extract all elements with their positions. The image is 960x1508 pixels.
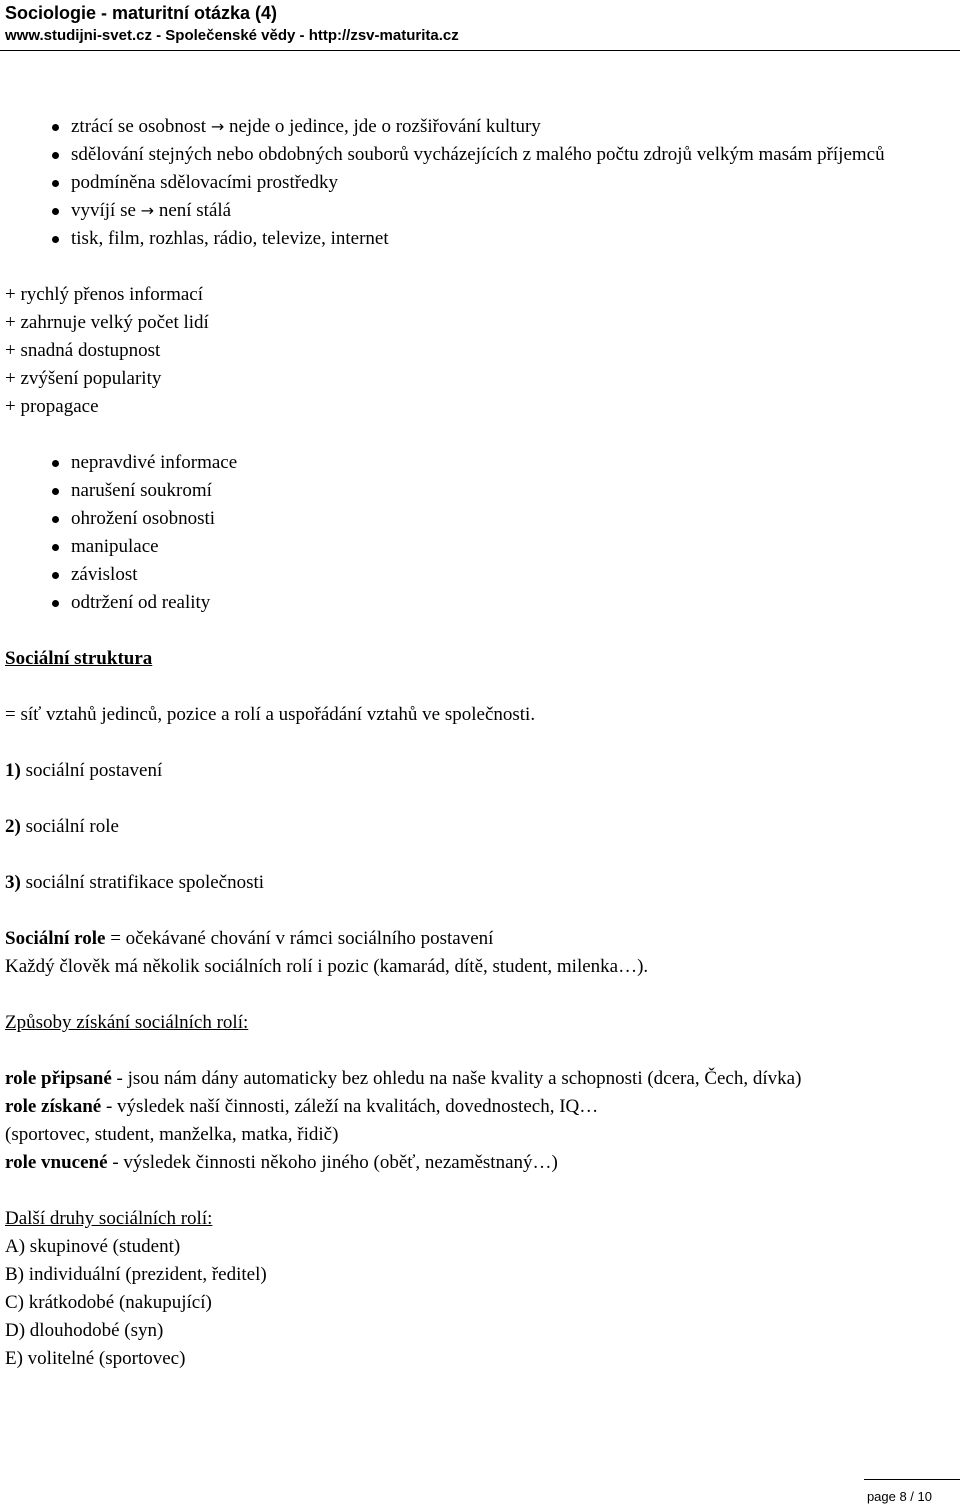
- list-item: ztrácí se osobnost → nejde o jedince, jde o rozšiřování kultury: [5, 113, 955, 141]
- structure-definition: = síť vztahů jedinců, pozice a rolí a uspořádání vztahů ve společnosti.: [5, 704, 536, 725]
- role-explanation: Každý člověk má několik sociálních rolí i pozic (kamarád, dítě, student, milenka…).: [5, 956, 649, 977]
- list-item: odtržení od reality: [5, 589, 955, 617]
- section-heading-ways: Způsoby získání sociálních rolí:: [5, 1012, 249, 1033]
- list-item: vyvíjí se → není stálá: [5, 197, 955, 225]
- bullet-list-characteristics: [5, 113, 955, 253]
- structure-item-2: 2) sociální role: [5, 816, 119, 837]
- right-arrow-icon: →: [140, 201, 155, 220]
- list-item: + zahrnuje velký počet lidí: [5, 312, 209, 333]
- list-item: + zvýšení popularity: [5, 368, 162, 389]
- section-heading-other-roles: Další druhy sociálních rolí:: [5, 1208, 213, 1229]
- page-header: [5, 0, 459, 46]
- list-item: závislost: [5, 561, 955, 589]
- advantages-list: [5, 281, 955, 421]
- list-item: ohrožení osobnosti: [5, 505, 955, 533]
- list-item: + snadná dostupnost: [5, 340, 161, 361]
- document-body: [5, 113, 955, 1373]
- role-type-ascribed: role připsané - jsou nám dány automaticky bez ohledu na naše kvality a schopnosti (dcera, Čech, dívka): [5, 1068, 802, 1089]
- role-type-achieved-examples: (sportovec, student, manželka, matka, řidič): [5, 1124, 339, 1145]
- list-item: A) skupinové (student): [5, 1236, 181, 1257]
- page-number: page 8 / 10: [866, 1489, 932, 1504]
- structure-item-3: 3) sociální stratifikace společnosti: [5, 872, 265, 893]
- other-roles-list: [5, 1233, 955, 1373]
- list-item: E) volitelné (sportovec): [5, 1348, 186, 1369]
- list-item: sdělování stejných nebo obdobných souborů vycházejících z malého počtu zdrojů velkým masám příjemců: [5, 141, 955, 169]
- bullet-list-disadvantages: [5, 449, 955, 617]
- footer-divider: [864, 1479, 960, 1480]
- list-item: manipulace: [5, 533, 955, 561]
- section-heading-social-structure: Sociální struktura: [5, 648, 153, 669]
- list-item: + propagace: [5, 396, 99, 417]
- role-type-achieved: role získané - výsledek naší činnosti, záleží na kvalitách, dovednostech, IQ…: [5, 1096, 599, 1117]
- document-subtitle: www.studijni-svet.cz - Společenské vědy - http://zsv-maturita.cz: [5, 27, 459, 44]
- document-title: Sociologie - maturitní otázka (4): [5, 3, 278, 23]
- list-item: tisk, film, rozhlas, rádio, televize, internet: [5, 225, 955, 253]
- right-arrow-icon: →: [210, 117, 225, 136]
- structure-item-1: 1) sociální postavení: [5, 760, 163, 781]
- list-item: + rychlý přenos informací: [5, 284, 204, 305]
- list-item: narušení soukromí: [5, 477, 955, 505]
- list-item: D) dlouhodobé (syn): [5, 1320, 164, 1341]
- header-divider: [0, 50, 960, 51]
- list-item: podmíněna sdělovacími prostředky: [5, 169, 955, 197]
- role-definition: Sociální role = očekávané chování v rámci sociálního postavení: [5, 928, 494, 949]
- list-item: C) krátkodobé (nakupující): [5, 1292, 212, 1313]
- list-item: B) individuální (prezident, ředitel): [5, 1264, 267, 1285]
- list-item: nepravdivé informace: [5, 449, 955, 477]
- role-type-imposed: role vnucené - výsledek činnosti někoho jiného (oběť, nezaměstnaný…): [5, 1152, 558, 1173]
